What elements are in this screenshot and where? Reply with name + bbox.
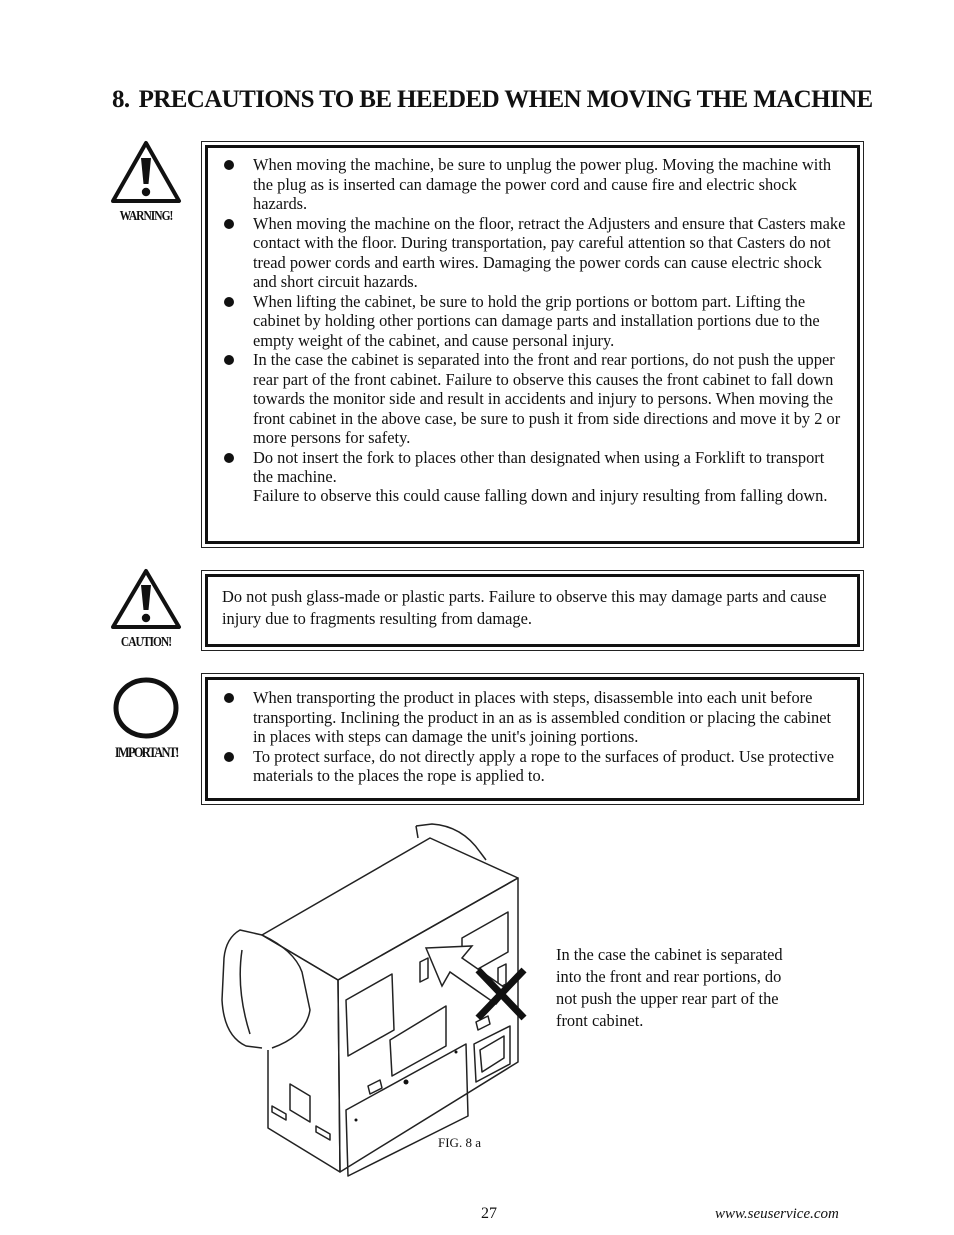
list-item: In the case the cabinet is separated into the front and rear portions, do not push the upper rear part of the front cabinet. Failure to observe this causes the front cabinet to fall down towards the monitor side and result in accidents and injury to persons. When moving the front cabinet in the above case, be sure to push it from side directions and move it by 2 or more persons for safety.	[222, 350, 847, 448]
caution-triangle-icon	[110, 568, 182, 630]
prohibited-x-icon	[478, 970, 524, 1018]
important-block-icon	[108, 676, 184, 762]
list-item: Do not insert the fork to places other than designated when using a Forklift to transport the machine.	[222, 448, 847, 487]
list-item: When moving the machine, be sure to unplug the power plug. Moving the machine with the plug as is inserted can damage the power cord and cause fire and electric shock hazards.	[222, 155, 847, 214]
warning-block-icon	[108, 140, 184, 225]
page-number: 27	[481, 1205, 497, 1222]
warning-label: WARNING!	[119, 209, 173, 224]
cabinet-top	[262, 838, 518, 980]
list-item: When lifting the cabinet, be sure to hold the grip portions or bottom part. Lifting the cabinet by holding other portions can damage parts and installation portions due to the empty weight of the cabinet, and cause personal injury.	[222, 292, 847, 351]
push-arrow	[426, 946, 508, 1004]
important-box	[201, 673, 864, 805]
figure-caption-text: In the case the cabinet is separated into the front and rear portions, do not push the upper rear part of the front cabinet.	[556, 945, 783, 1030]
caution-box	[201, 570, 864, 651]
page-title	[112, 86, 873, 114]
list-item: When moving the machine on the floor, retract the Adjusters and ensure that Casters make contact with the floor. During transportation, pay careful attention so that Casters do not tread power cords and earth wires. Damaging the power cords can cause electric shock and short circuit hazards.	[222, 214, 847, 292]
list-item: When transporting the product in places with steps, disassemble into each unit before transporting. Inclining the product in an as is assembled condition or placing the cabinet in places with steps can damage the unit's joining portions.	[222, 688, 847, 747]
warning-list	[222, 155, 847, 487]
section-title: PRECAUTIONS TO BE HEEDED WHEN MOVING THE MACHINE	[138, 86, 873, 113]
section-number: 8.	[112, 86, 130, 113]
caution-text: Do not push glass-made or plastic parts. Failure to observe this may damage parts and cause injury due to fragments resulting from damage.	[222, 587, 827, 628]
warning-triangle-icon	[110, 140, 182, 204]
caution-label: CAUTION!	[120, 635, 172, 650]
warning-box	[201, 141, 864, 548]
cabinet-side-left	[262, 935, 340, 1172]
monitor-hood	[222, 930, 262, 1048]
cabinet-side-right	[338, 878, 518, 1172]
caution-block-icon	[108, 568, 184, 651]
figure-label: FIG. 8 a	[438, 1135, 481, 1150]
important-circle-icon	[110, 676, 182, 740]
important-label: IMPORTANT!	[114, 745, 178, 761]
website-link[interactable]: www.seuservice.com	[715, 1206, 839, 1222]
warning-extra-line: Failure to observe this could cause falling down and injury resulting from falling down.	[253, 486, 828, 505]
list-item: To protect surface, do not directly apply a rope to the surfaces of product. Use protective materials to the places the rope is applied to.	[222, 747, 847, 786]
important-list	[222, 688, 847, 786]
